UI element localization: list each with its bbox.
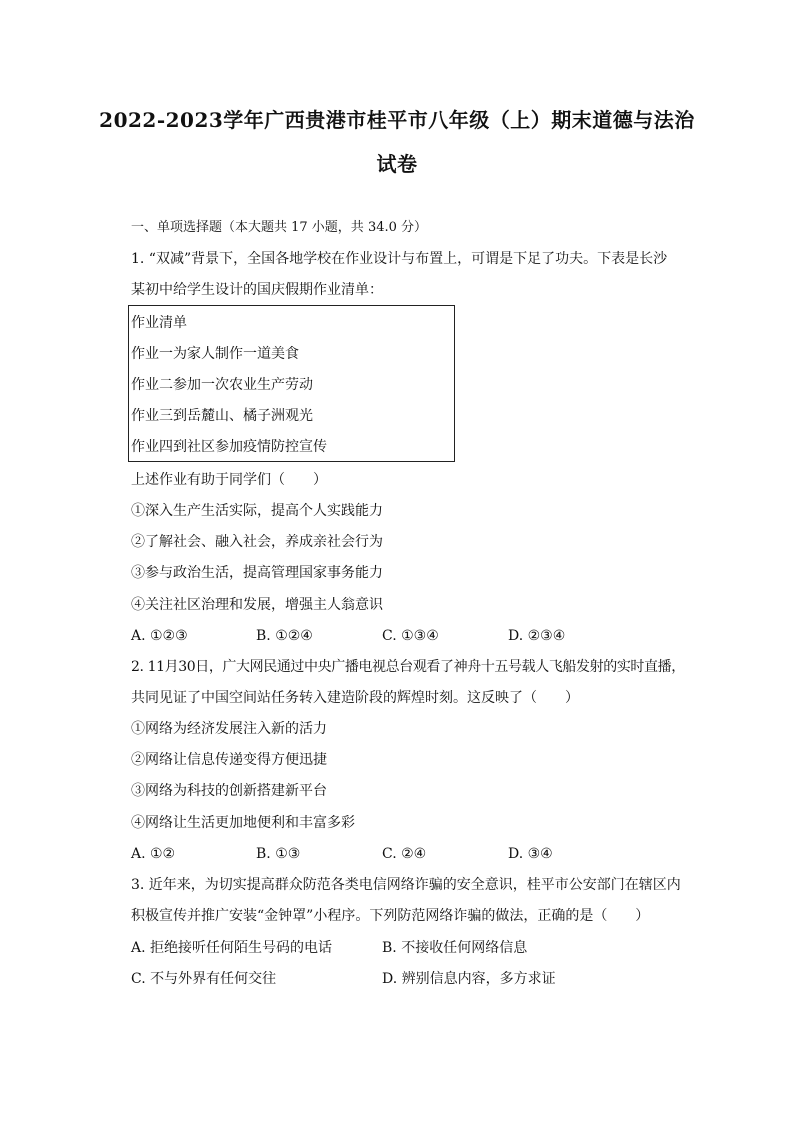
q3-option-c: C. 不与外界有任何交往	[131, 971, 277, 987]
table-row: 作业一为家人制作一道美食	[131, 346, 299, 362]
table-row: 作业清单	[131, 315, 187, 331]
q1-option-c: C. ①③④	[382, 628, 439, 644]
q2-stem-line-1: 2. 11月30日，广大网民通过中央广播电视总台观看了神舟十五号载人飞船发射的实时直播，	[131, 659, 685, 675]
q3-option-b: B. 不接收任何网络信息	[382, 940, 528, 956]
q1-option-a: A. ①②③	[131, 628, 188, 644]
q2-option-c: C. ②④	[382, 846, 427, 862]
q1-stem-line-1: 1. “双减”背景下，全国各地学校在作业设计与布置上，可谓是下足了功夫。下表是长沙	[131, 251, 668, 267]
q3-stem-line-2: 积极宣传并推广安装“金钟罩”小程序。下列防范网络诈骗的做法，正确的是（ ）	[131, 908, 650, 924]
q2-item: ②网络让信息传递变得方便迅捷	[131, 752, 327, 768]
q1-question: 上述作业有助于同学们（ ）	[131, 472, 327, 488]
table-row: 作业二参加一次农业生产劳动	[131, 377, 313, 393]
page-title-line-2: 试卷	[376, 152, 418, 176]
page-title-line-1: 2022-2023学年广西贵港市桂平市八年级（上）期末道德与法治	[99, 108, 695, 132]
section-heading: 一、单项选择题（本大题共 17 小题，共 34.0 分）	[131, 220, 428, 235]
q2-item: ③网络为科技的创新搭建新平台	[131, 783, 327, 799]
table-row: 作业三到岳麓山、橘子洲观光	[131, 408, 313, 424]
q1-item: ④关注社区治理和发展，增强主人翁意识	[131, 597, 383, 613]
q1-option-b: B. ①②④	[256, 628, 313, 644]
q1-item: ②了解社会、融入社会，养成亲社会行为	[131, 534, 383, 550]
q1-option-d: D. ②③④	[508, 628, 566, 644]
q2-item: ①网络为经济发展注入新的活力	[131, 721, 327, 737]
q2-option-d: D. ③④	[508, 846, 553, 862]
q2-item: ④网络让生活更加地便利和丰富多彩	[131, 815, 355, 831]
q1-item: ①深入生产生活实际，提高个人实践能力	[131, 503, 383, 519]
q2-option-b: B. ①③	[256, 846, 301, 862]
q3-option-a: A. 拒绝接听任何陌生号码的电话	[131, 940, 333, 956]
table-row: 作业四到社区参加疫情防控宣传	[131, 439, 327, 455]
q1-stem-line-2: 某初中给学生设计的国庆假期作业清单：	[131, 282, 383, 298]
q2-option-a: A. ①②	[131, 846, 176, 862]
q3-stem-line-1: 3. 近年来，为切实提高群众防范各类电信网络诈骗的安全意识，桂平市公安部门在辖区内	[131, 877, 681, 893]
q3-option-d: D. 辨别信息内容，多方求证	[382, 971, 556, 987]
q1-item: ③参与政治生活，提高管理国家事务能力	[131, 565, 383, 581]
homework-table	[128, 305, 455, 462]
q2-stem-line-2: 共同见证了中国空间站任务转入建造阶段的辉煌时刻。这反映了（ ）	[131, 690, 579, 706]
